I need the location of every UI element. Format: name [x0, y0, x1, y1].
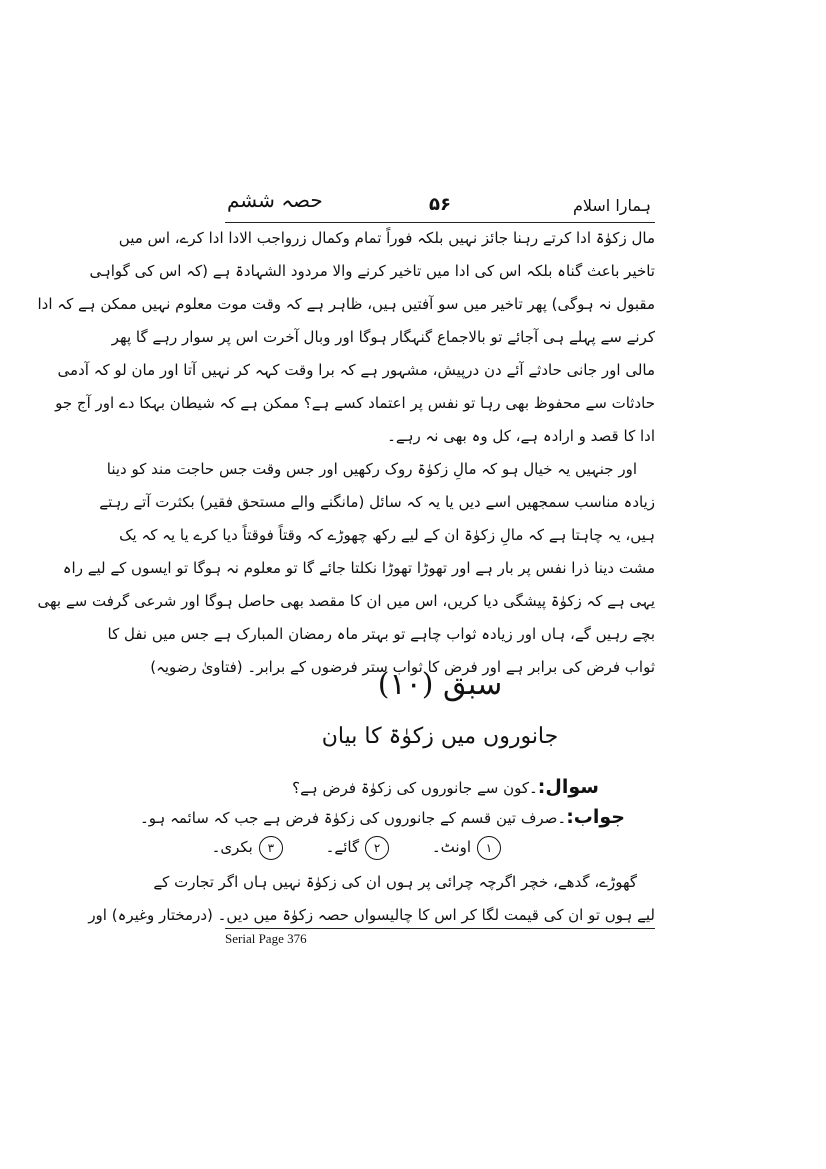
option-camel: [432, 838, 505, 856]
option-number: ۲: [365, 836, 389, 860]
question-label: سوال:: [537, 776, 599, 798]
answer-row: [140, 802, 655, 832]
answer-label: جواب:: [566, 806, 625, 828]
text-line: لیے ہوں تو ان کی قیمت لگا کر اس کا چالیسواں حصہ زکوٰۃ میں دیں۔ (درمختار وغیرہ) اور: [88, 906, 655, 924]
text-line: مشت دینا ذرا نفس پر بار ہے اور تھوڑا تھوڑا نکلتا جائے گا تو معلوم نہ ہوگا تو ایسوں کے لیے راہ: [62, 559, 655, 577]
page-number: ۵۶: [429, 194, 451, 215]
question-answer: [140, 772, 655, 862]
trailing-paragraph: [88, 866, 655, 932]
footer-divider: [225, 928, 655, 929]
text-line: ثواب فرض کی برابر ہے اور فرض کا ثواب ستر فرضوں کے برابر۔ (فتاویٰ رضویہ): [150, 658, 655, 676]
text-line: یہی ہے کہ زکوٰۃ پیشگی دیا کریں، اس میں ان کا مقصد بھی حاصل ہوگا اور شرعی گرفت سے بھی: [37, 592, 655, 610]
text-line: بچے رہیں گے، ہاں اور زیادہ ثواب چاہے تو بہتر ماہ رمضان المبارک ہے جس میں نفل کا: [107, 625, 655, 643]
option-number: ۱: [477, 836, 501, 860]
text-line: مالی اور جانی حادثے آئے دن درپیش، مشہور ہے کہ برا وقت کہہ کر نہیں آتا اور مان لو کہ آدمی: [57, 361, 655, 379]
text-line: تاخیر باعث گناہ بلکہ اس کی ادا میں تاخیر کرنے والا مردود الشہادۃ ہے (کہ اس کی گواہی: [89, 262, 655, 280]
text-line: ہیں، یہ چاہتا ہے کہ مالِ زکوٰۃ ان کے لیے رکھ چھوڑے کہ وقتاً فوقتاً دیا کرے یا یہ کہ یک: [119, 526, 655, 544]
option-number: ۳: [259, 836, 283, 860]
main-text: [37, 222, 655, 684]
lesson-subtitle: جانوروں میں زکوٰۃ کا بیان: [321, 724, 559, 749]
text-line: اور جنہیں یہ خیال ہو کہ مالِ زکوٰۃ روک رکھیں اور جس وقت جس حاجت مند کو دینا: [106, 460, 637, 478]
text-line: گھوڑے، گدھے، خچر اگرچہ چرائی پر ہوں ان کی زکوٰۃ نہیں ہاں اگر تجارت کے: [153, 873, 637, 891]
answer-text: ۔صرف تین قسم کے جانوروں کی زکوٰۃ فرض ہے جب کہ سائمہ ہو۔: [140, 809, 567, 827]
paragraph-advance-payment: [37, 453, 655, 684]
page-header: [225, 186, 655, 223]
paragraph-zakat-delay: [37, 222, 655, 453]
option-label: اونٹ۔: [431, 838, 471, 856]
option-label: بکری۔: [211, 838, 253, 856]
option-goat: [212, 838, 287, 856]
lesson-heading: سبق (۱۰): [377, 667, 503, 702]
question-text: ۔کون سے جانوروں کی زکوٰۃ فرض ہے؟: [292, 779, 538, 797]
text-line: زیادہ مناسب سمجھیں اسے دیں یا یہ کہ سائل (مانگنے والے مستحق فقیر) بکثرت آتے رہتے: [99, 493, 655, 511]
text-line: کرنے سے پہلے ہی آجائے تو بالاجماع گنہگار ہوگا اور وبال آخرت اس پر سوار رہے گا پھر: [111, 328, 655, 346]
serial-page: Serial Page 376: [225, 931, 307, 946]
text-line: ادا کا قصد و ارادہ ہے، کل وہ بھی نہ رہے۔: [387, 427, 655, 445]
option-cow: [326, 838, 393, 856]
animal-options: [211, 832, 655, 862]
text-line: حادثات سے محفوظ بھی رہا تو نفس پر اعتماد کسے ہے؟ ممکن ہے کہ شیطان بہکا دے اور آج جو: [55, 394, 655, 412]
option-label: گائے۔: [325, 838, 360, 856]
question-row: [225, 772, 655, 802]
part-label: حصہ ششم: [227, 188, 323, 212]
book-title: ہمارا اسلام: [572, 196, 651, 215]
text-line: مقبول نہ ہوگی) پھر تاخیر میں سو آفتیں ہیں، ظاہر ہے کہ وقت موت معلوم نہیں ممکن ہے کہ ادا: [37, 295, 655, 313]
text-line: مال زکوٰۃ ادا کرتے رہنا جائز نہیں بلکہ فوراً تمام وکمال زرواجب الادا ادا کرے، اس میں: [118, 229, 655, 247]
